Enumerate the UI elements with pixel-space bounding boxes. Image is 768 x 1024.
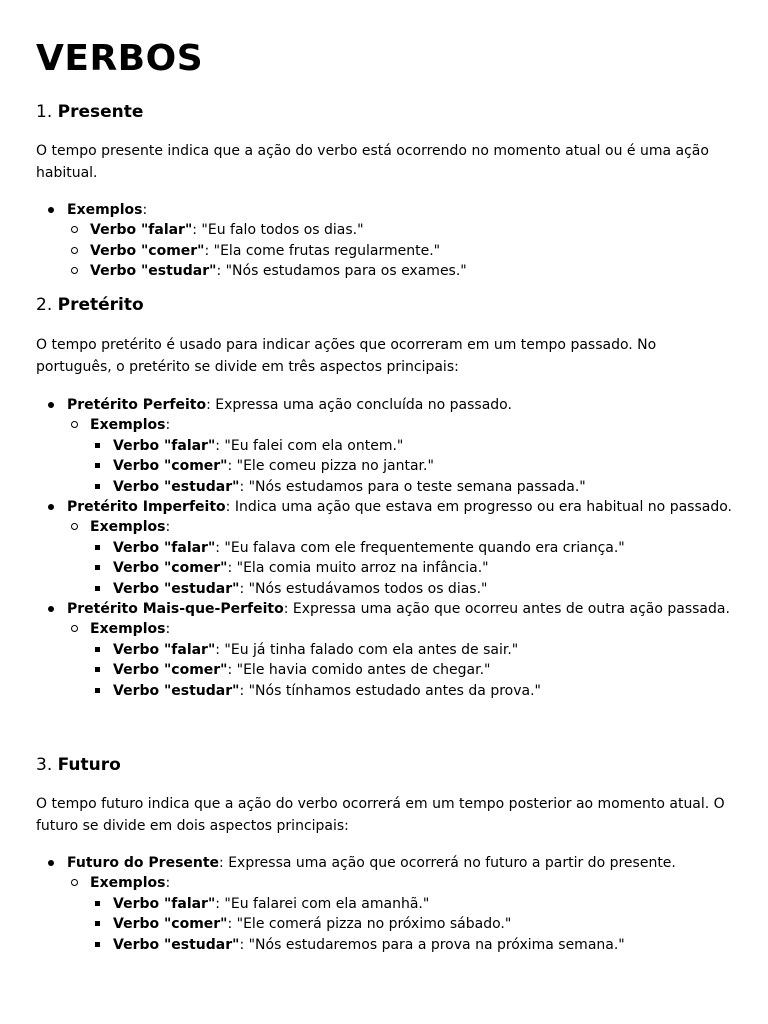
verb-label: Verbo "estudar" — [113, 580, 240, 597]
square-bullet-icon — [95, 942, 100, 947]
circle-bullet-icon — [71, 625, 78, 632]
square-bullet-icon — [95, 688, 100, 693]
example-sentence: : "Nós estudamos para os exames." — [216, 263, 467, 280]
verb-label: Verbo "comer" — [113, 560, 228, 577]
list-item — [36, 640, 736, 660]
list-item — [36, 220, 736, 240]
circle-bullet-icon — [71, 523, 78, 530]
circle-bullet-icon — [71, 879, 78, 886]
section-number: 3. — [36, 755, 53, 775]
example-sentence: : "Ela come frutas regularmente." — [204, 242, 441, 259]
square-bullet-icon — [95, 901, 100, 906]
example-sentence: : "Nós estudamos para o teste semana passada." — [239, 478, 586, 495]
circle-bullet-icon — [71, 267, 78, 274]
square-bullet-icon — [95, 565, 100, 570]
futuro-list — [36, 853, 736, 955]
verb-label: Verbo "estudar" — [113, 682, 240, 699]
square-bullet-icon — [95, 586, 100, 591]
example-sentence: : "Nós tínhamos estudado antes da prova." — [239, 682, 541, 699]
verb-label: Verbo "estudar" — [113, 936, 240, 953]
example-sentence: : "Eu falei com ela ontem." — [215, 437, 404, 454]
list-item: Exemplos: Verbo "falar": "Eu já tinha falado com ela antes de sair." Verbo "comer": "Ele havia comido antes de chegar." Verbo "estudar": "Nós tínhamos estudado antes da prova." — [36, 619, 736, 701]
aspect-name: Pretérito Mais-que-Perfeito — [67, 601, 284, 618]
list-item — [36, 241, 736, 261]
example-sentence: : "Ele comerá pizza no próximo sábado." — [227, 916, 512, 933]
list-item — [36, 660, 736, 680]
list-item: Exemplos: Verbo "falar": "Eu falarei com ela amanhã." Verbo "comer": "Ele comerá pizza no próximo sábado." Verbo "estudar": "Nós estudaremos para a prova na próxima semana." — [36, 873, 736, 955]
example-sentence: : "Eu já tinha falado com ela antes de sair." — [215, 641, 519, 658]
section-title: Futuro — [57, 755, 121, 775]
verb-label: Verbo "estudar" — [113, 478, 240, 495]
section-title: Pretérito — [57, 295, 144, 315]
examples-label: Exemplos — [90, 621, 166, 638]
list-item: Exemplos: Verbo "falar": "Eu falei com ela ontem." Verbo "comer": "Ele comeu pizza no jantar." Verbo "estudar": "Nós estudamos para o teste semana passada." — [36, 415, 736, 497]
section-intro-presente: O tempo presente indica que a ação do verbo está ocorrendo no momento atual ou é uma ação habitual. — [36, 143, 709, 181]
section-heading-futuro — [36, 755, 121, 775]
verb-label: Verbo "comer" — [113, 458, 228, 475]
aspect-description: : Indica uma ação que estava em progresso ou era habitual no passado. — [225, 499, 732, 516]
verb-label: Verbo "falar" — [113, 895, 216, 912]
list-item — [36, 579, 736, 599]
verb-label: Verbo "falar" — [113, 437, 216, 454]
aspect-description: : Expressa uma ação que ocorreu antes de outra ação passada. — [283, 601, 730, 618]
section-title: Presente — [57, 102, 144, 122]
square-bullet-icon — [95, 921, 100, 926]
square-bullet-icon — [95, 647, 100, 652]
example-sentence: : "Ele comeu pizza no jantar." — [227, 458, 434, 475]
presente-list — [36, 200, 736, 282]
list-item: Exemplos: Verbo "falar": "Eu falava com ele frequentemente quando era criança." Verbo "comer": "Ela comia muito arroz na infância." Verbo "estudar": "Nós estudávamos todos os dias." — [36, 517, 736, 599]
list-item — [36, 599, 736, 701]
aspect-description: : Expressa uma ação concluída no passado. — [206, 397, 512, 413]
example-sentence: : "Eu falarei com ela amanhã." — [215, 895, 430, 912]
square-bullet-icon — [95, 443, 100, 448]
verb-label: Verbo "falar" — [113, 641, 216, 658]
disc-bullet-icon — [48, 606, 54, 612]
list-item: Exemplos: Verbo "falar": "Eu falo todos os dias." Verbo "comer": "Ela come frutas regularmente." Verbo "estudar": "Nós estudamos para os exames." — [36, 200, 736, 282]
aspect-description: : Expressa uma ação que ocorrerá no futuro a partir do presente. — [219, 855, 676, 871]
example-sentence: : "Eu falo todos os dias." — [192, 222, 364, 239]
square-bullet-icon — [95, 463, 100, 468]
list-item — [36, 436, 736, 456]
circle-bullet-icon — [71, 247, 78, 254]
list-item — [36, 914, 736, 934]
list-item — [36, 497, 736, 599]
example-sentence: : "Nós estudávamos todos os dias." — [239, 580, 488, 597]
examples-label: Exemplos — [90, 417, 166, 434]
section-number: 1. — [36, 102, 53, 122]
circle-bullet-icon — [71, 421, 78, 428]
aspect-name: Pretérito Imperfeito — [67, 499, 226, 516]
disc-bullet-icon — [48, 402, 54, 408]
preterito-list — [36, 395, 736, 701]
page-title: VERBOS — [36, 38, 204, 79]
section-intro-futuro: O tempo futuro indica que a ação do verbo ocorrerá em um tempo posterior ao momento atual. O futuro se divide em dois aspectos principais: — [36, 796, 725, 834]
square-bullet-icon — [95, 667, 100, 672]
square-bullet-icon — [95, 484, 100, 489]
aspect-name: Futuro do Presente — [67, 855, 220, 871]
disc-bullet-icon — [48, 860, 54, 866]
disc-bullet-icon — [48, 504, 54, 510]
list-item — [36, 477, 736, 497]
example-sentence: : "Ele havia comido antes de chegar." — [227, 662, 491, 679]
section-heading-preterito — [36, 295, 144, 315]
list-item — [36, 681, 736, 701]
aspect-name: Pretérito Perfeito — [67, 397, 207, 413]
example-sentence: : "Nós estudaremos para a prova na próxima semana." — [239, 936, 625, 953]
verb-label: Verbo "comer" — [113, 662, 228, 679]
verb-label: Verbo "comer" — [113, 916, 228, 933]
verb-label: Verbo "estudar" — [90, 263, 217, 280]
section-number: 2. — [36, 295, 53, 315]
verb-label: Verbo "falar" — [90, 222, 193, 239]
list-item — [36, 935, 736, 955]
list-item — [36, 853, 736, 955]
section-intro-preterito: O tempo pretérito é usado para indicar ações que ocorreram em um tempo passado. No português, o pretérito se divide em três aspectos principais: — [36, 337, 657, 375]
verb-label: Verbo "comer" — [90, 242, 205, 259]
list-item — [36, 894, 736, 914]
section-heading-presente — [36, 102, 143, 122]
list-item — [36, 456, 736, 476]
examples-label: Exemplos — [90, 519, 166, 536]
examples-label: Exemplos — [67, 202, 143, 218]
square-bullet-icon — [95, 545, 100, 550]
examples-label: Exemplos — [90, 875, 166, 892]
list-item — [36, 558, 736, 578]
verb-label: Verbo "falar" — [113, 539, 216, 556]
circle-bullet-icon — [71, 226, 78, 233]
disc-bullet-icon — [48, 207, 54, 213]
example-sentence: : "Ela comia muito arroz na infância." — [227, 560, 489, 577]
list-item — [36, 538, 736, 558]
list-item — [36, 395, 736, 497]
example-sentence: : "Eu falava com ele frequentemente quando era criança." — [215, 539, 625, 556]
list-item — [36, 261, 736, 281]
